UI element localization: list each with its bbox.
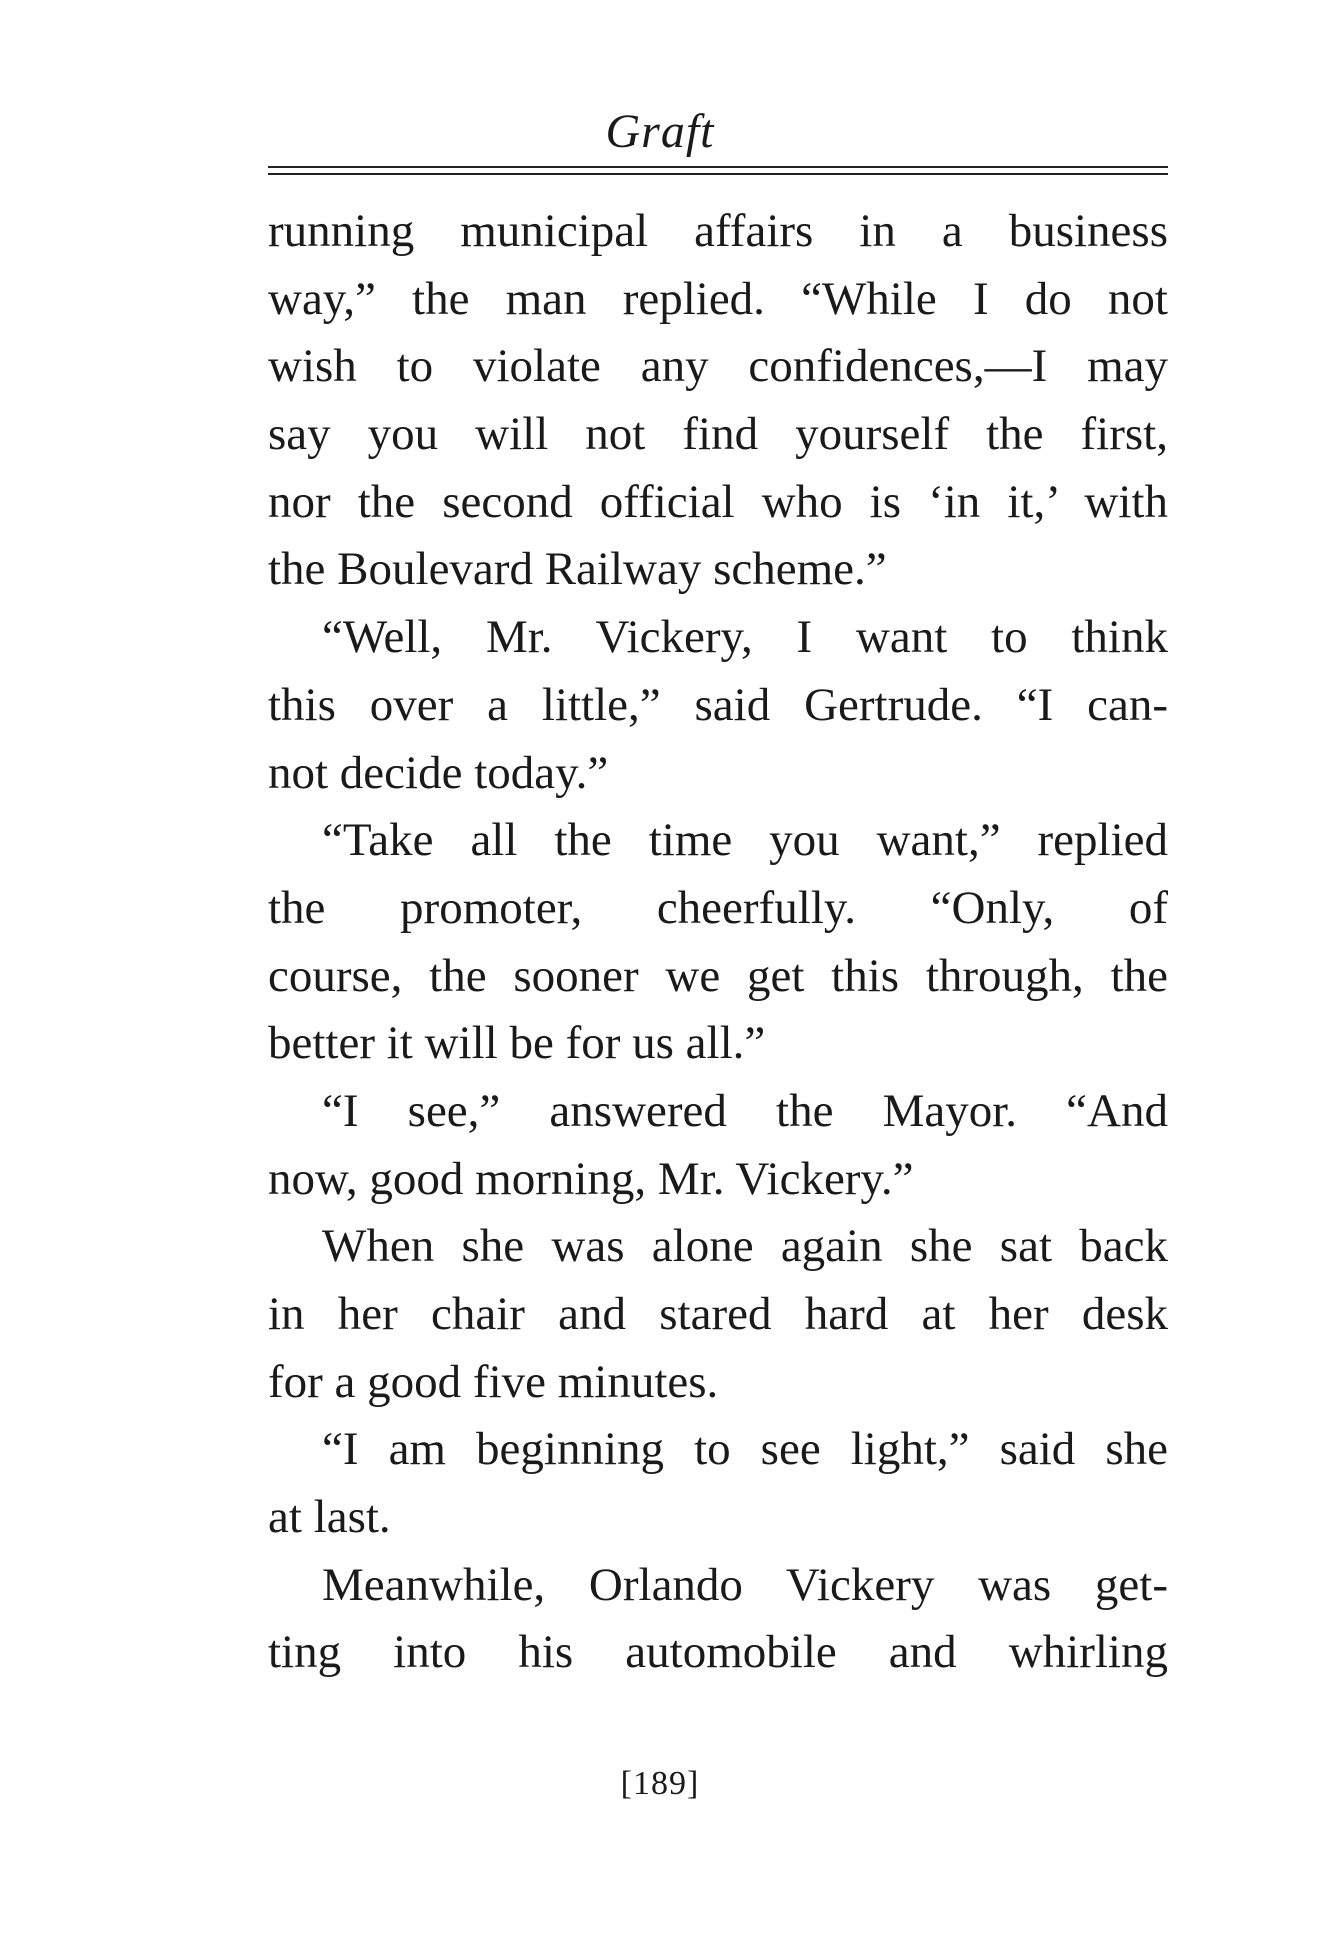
text-line: the Boulevard Railway scheme.” [268, 543, 887, 596]
text-line: the promoter, cheerfully. “Only, of [268, 881, 1168, 934]
text-line: say you will not find yourself the first, [268, 408, 1168, 461]
text-line: nor the second official who is ‘in it,’ with [268, 475, 1168, 528]
page-number: [189] [620, 1765, 700, 1802]
text-line: way,” the man replied. “While I do not [268, 272, 1168, 325]
header-rule-bottom [268, 173, 1168, 175]
text-line: “Take all the time you want,” replied [322, 814, 1168, 867]
text-line: course, the sooner we get this through, the [268, 949, 1168, 1002]
body-text [268, 198, 1168, 1687]
text-line: ting into his automobile and whirling [268, 1626, 1168, 1679]
text-line: not decide today.” [268, 746, 609, 799]
header-rule-top [268, 166, 1168, 168]
text-line: now, good morning, Mr. Vickery.” [268, 1152, 914, 1205]
running-head: Graft [605, 105, 715, 158]
text-line: better it will be for us all.” [268, 1017, 766, 1070]
text-line: wish to violate any confidences,—I may [268, 340, 1168, 393]
text-line: Meanwhile, Orlando Vickery was get- [322, 1558, 1168, 1611]
text-line: “I am beginning to see light,” said she [322, 1423, 1168, 1476]
text-line: in her chair and stared hard at her desk [268, 1288, 1168, 1340]
text-line: When she was alone again she sat back [322, 1220, 1168, 1273]
text-line: at last. [268, 1491, 391, 1544]
text-line: “I see,” answered the Mayor. “And [322, 1084, 1168, 1137]
text-line: for a good five minutes. [268, 1355, 719, 1408]
text-line: running municipal affairs in a business [268, 205, 1168, 257]
text-line: this over a little,” said Gertrude. “I can- [268, 678, 1168, 731]
text-line: “Well, Mr. Vickery, I want to think [322, 611, 1168, 664]
